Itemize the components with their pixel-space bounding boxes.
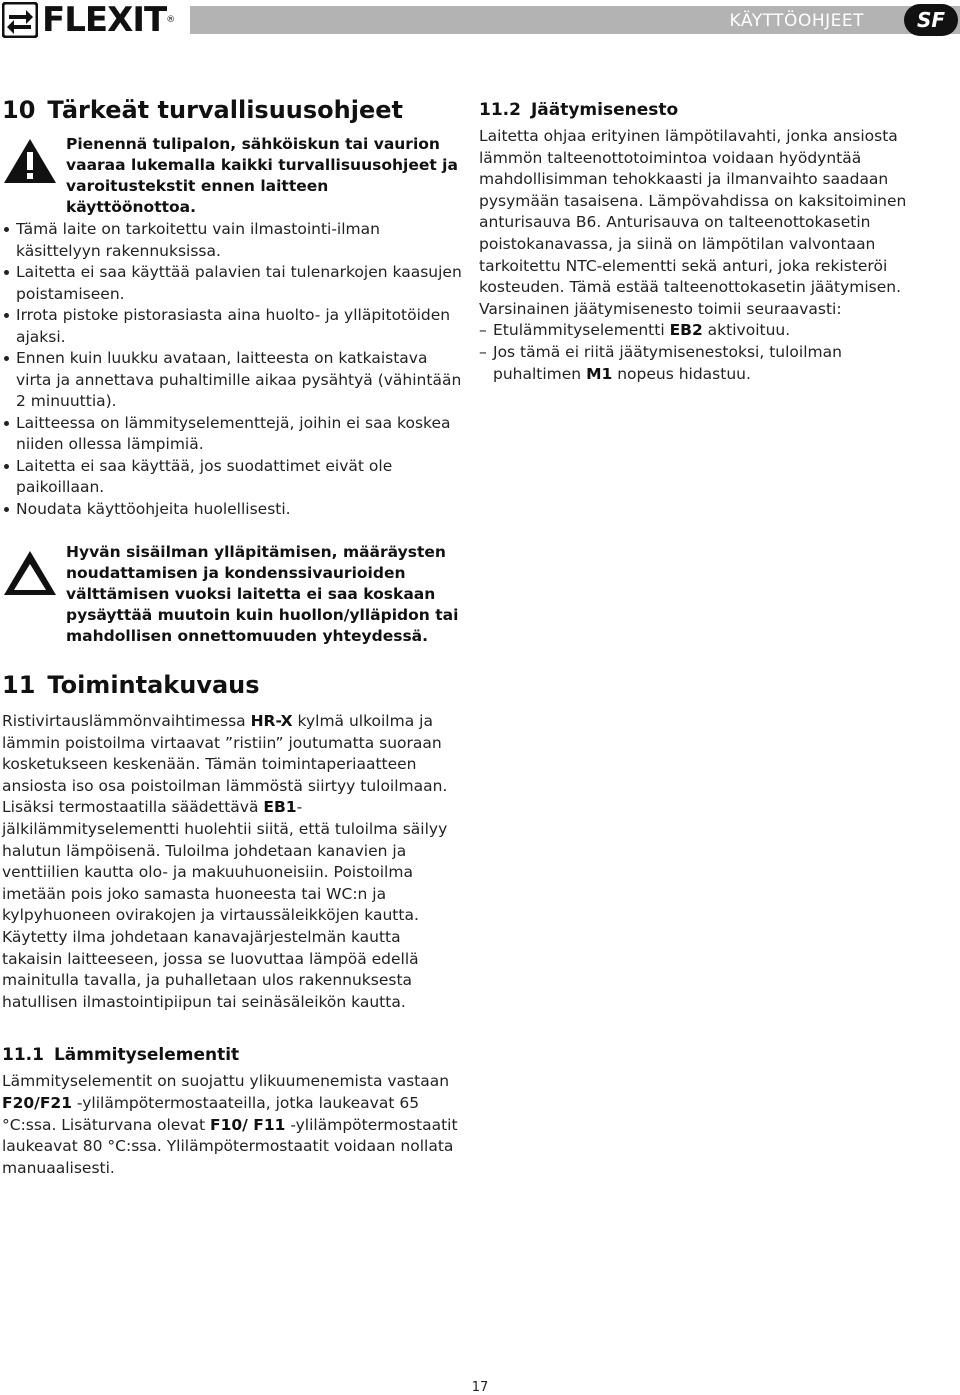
safety-bullet-list <box>2 219 462 520</box>
section-11-2-heading: 11.2 Jäätymisenesto <box>479 100 679 120</box>
flexit-arrows-icon <box>2 2 38 38</box>
section-11-1-heading: 11.1 Lämmityselementit <box>2 1045 240 1066</box>
list-item: Laitetta ei saa käyttää palavien tai tulenarkojen kaasujen poistamiseen. <box>2 262 462 305</box>
list-item: Tämä laite on tarkoitettu vain ilmastointi-ilman käsittelyyn rakennuksissa. <box>2 219 462 262</box>
section-11-heading: 11 Toimintakuvaus <box>2 671 260 699</box>
frost-protection-intro: Varsinainen jäätymisenesto toimii seuraavasti: <box>479 299 842 318</box>
heating-elements-text: Lämmityselementit on suojattu ylikuumenemista vastaan F20/F21 -ylilämpötermostaateilla, jotka laukeavat 65 °C:ssa. Lisäturvana olevat F10/ F11 -ylilämpötermostaatit laukeavat 80 °C:ssa. Ylilämpötermostaatit voidaan nollata manuaalisesti. <box>2 1072 458 1177</box>
list-item: Ennen kuin luukku avataan, laitteesta on katkaistava virta ja annettava puhaltimille aikaa pysähtyä (vähintään 2 minuuttia). <box>2 348 462 413</box>
warning-text: Pienennä tulipalon, sähköiskun tai vaurion vaaraa lukemalla kaikki turvallisuusohjeet ja varoitustekstit ennen laitteen käyttöönottoa. <box>66 135 458 216</box>
list-item: Laitetta ei saa käyttää, jos suodattimet eivät ole paikoillaan. <box>2 456 462 499</box>
safety-warning <box>2 134 462 218</box>
function-description: Ristivirtauslämmönvaihtimessa HR-X kylmä ulkoilma ja lämmin poistoilma virtaavat ”ristiin” joutumatta suoraan kosketukseen keskenään. Tämän toimintaperiaatteen ansiosta iso osa poistoilman lämmöstä siirtyy tuloilmaan. Lisäksi termostaatilla säädettävä EB1-jälkilämmityselementti huolehtii siitä, että tuloilma säilyy halutun lämpöisenä. Tuloilma johdetaan kanavien ja venttiilien kautta olo- ja makuuhuoneisiin. Poistoilma imetään pois joko samasta huoneesta tai WC:n ja kylpyhuoneen ovirakojen ja virtaussäleikköjen kautta. Käytetty ilma johdetaan kanavajärjestelmän kautta takaisin laitteeseen, jossa se luovuttaa lämpöä edellä mainitulla tavalla, ja puhalletaan ulos rakennuksesta hatullisen ilmastointipiipun tai seinäsäleikön kautta. <box>2 712 448 1011</box>
frost-protection-text: Laitetta ohjaa erityinen lämpötilavahti, jonka ansiosta lämmön talteenottotoimintoa voidaan hyödyntää mahdollisimman tehokkaasti ja ilmanvaihto saadaan pysymään tasaisena. Lämpövahdissa on kaksitoiminen anturisauva B6. Anturisauva on talteenottokasetin poistokanavassa, ja siinä on lämpötilan valvontaan tarkoitettu NTC-elementti sekä anturi, joka rekisteröi kosteuden. Tämä estää talteenottokasetin jäätymisen. <box>479 127 907 297</box>
warning-exclamation-icon <box>2 136 58 186</box>
list-item: Noudata käyttöohjeita huolellisesti. <box>2 499 462 521</box>
brand-name: FLEXIT® <box>42 0 175 40</box>
list-item: Irrota pistoke pistorasiasta aina huolto- ja ylläpitotöiden ajaksi. <box>2 305 462 348</box>
list-item: – Jos tämä ei riitä jäätymisenestoksi, tuloilman puhaltimen M1 nopeus hidastuu. <box>479 342 842 383</box>
document-type: KÄYTTÖOHJEET <box>729 11 864 31</box>
language-badge: SF <box>904 4 958 36</box>
list-item: Laitteessa on lämmityselementtejä, joihin ei saa koskea niiden ollessa lämpimiä. <box>2 413 462 456</box>
caution-triangle-icon <box>2 548 58 598</box>
brand-logo <box>0 0 186 40</box>
right-column <box>479 98 919 385</box>
section-10-heading: 10 Tärkeät turvallisuusohjeet <box>2 96 403 124</box>
page-header <box>0 0 960 40</box>
page-number: 17 <box>471 1380 489 1395</box>
list-item: – Etulämmityselementti EB2 aktivoituu. <box>479 321 791 340</box>
caution-notice <box>2 542 462 647</box>
caution-text: Hyvän sisäilman ylläpitämisen, määräysten noudattamisen ja kondenssivaurioiden välttämisen vuoksi laitetta ei saa koskaan pysäyttää muutoin kuin huollon/ylläpidon tai mahdollisen onnettomuuden yhteydessä. <box>66 543 459 645</box>
frost-protection-steps <box>479 320 919 385</box>
left-column <box>2 94 462 1179</box>
